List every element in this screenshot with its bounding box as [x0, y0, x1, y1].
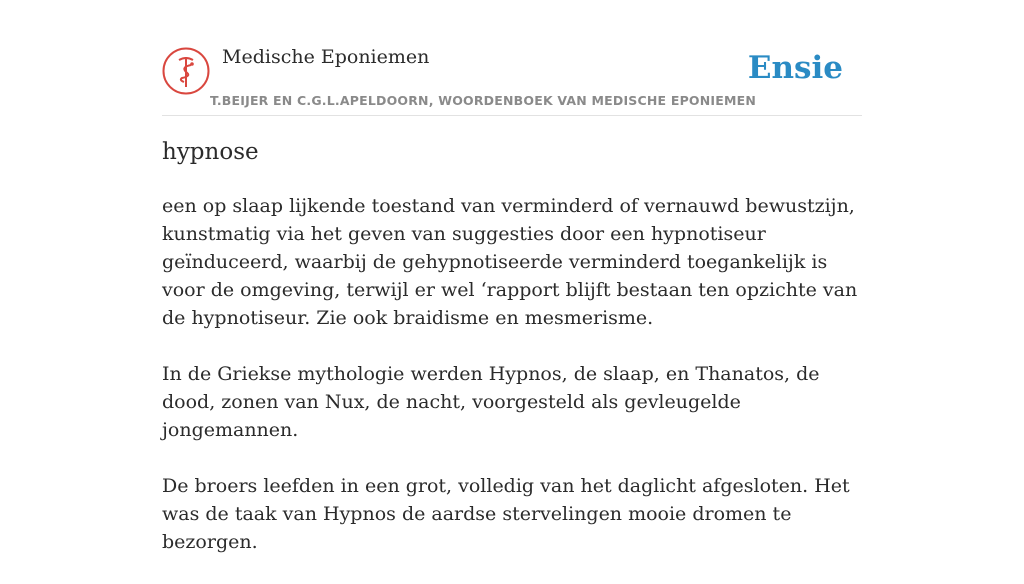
definition-paragraph: een op slaap lijkende toestand van verminderd of vernauwd bewustzijn, kunstmatig via het geven van suggesties door een hypnotiseur geïnduceerd, waarbij de gehypnotiseerde verminderd toegankelijk is voor de omgeving, terwijl er wel ‘rapport blijft bestaan ten opzichte van de hypnotiseur. Zie ook braidisme en mesmerisme. — [162, 195, 858, 329]
source-title[interactable]: Medische Eponiemen — [222, 46, 430, 68]
brand-logo[interactable]: Ensie — [747, 50, 843, 86]
definition-paragraph: In de Griekse mythologie werden Hypnos, de slaap, en Thanatos, de dood, zonen van Nux, de nacht, voorgesteld als gevleugelde jongemannen. — [162, 363, 820, 441]
caduceus-icon[interactable] — [162, 47, 210, 95]
entry-definition — [162, 192, 862, 584]
definition-paragraph: De broers leefden in een grot, volledig van het daglicht afgesloten. Het was de taak van Hypnos de aardse stervelingen mooie dromen te bezorgen. — [162, 475, 850, 553]
source-header — [162, 44, 862, 116]
entry-term: hypnose — [162, 139, 259, 165]
source-subtitle[interactable]: T.BEIJER EN C.G.L.APELDOORN, WOORDENBOEK VAN MEDISCHE EPONIEMEN — [210, 93, 757, 108]
